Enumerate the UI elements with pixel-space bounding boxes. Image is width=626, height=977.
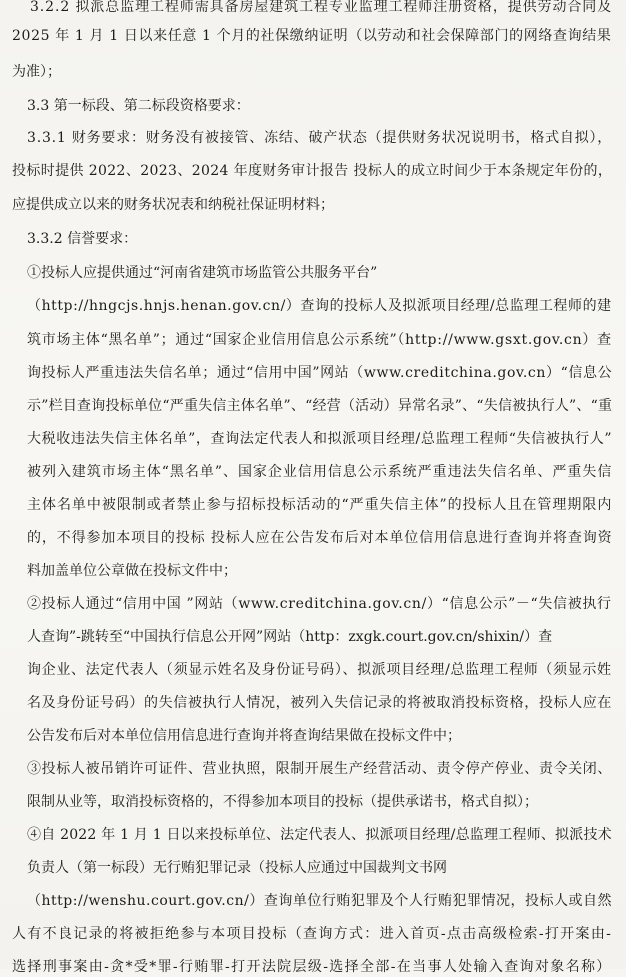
text-line: ④自 2022 年 1 月 1 日以来投标单位、法定代表人、拟派项目经理/总监理工程师、拟派技术 [27,827,612,843]
text-line: （http://hngcjs.hnjs.henan.gov.cn/）查询的投标人及拟派项目经理/总监理工程师的建 [27,298,612,314]
text-line: 的，不得参加本项目的投标 投标人应在公告发布后对本单位信用信息进行查询并将查询资 [27,530,613,546]
text-line: 限制从业等，取消投标资格的，不得参加本项目的投标（提供承诺书，格式自拟）； [27,794,538,810]
text-line: 负责人（第一标段）无行贿犯罪记录（投标人应通过中国裁判文书网 [27,860,447,876]
text-line: 3.2.2 拟派总监理工程师需具备房屋建筑工程专业监理工程师注册资格，提供劳动合同及 [30,0,613,15]
text-line: 选择刑事案由-贪*受*罪-行贿罪-打开法院层级-选择全部-在当事人处输入查询对象名称） [12,959,612,975]
text-line: 投标时提供 2022、2023、2024 年度财务审计报告 投标人的成立时间少于本条规定年份的， [12,163,613,179]
text-line: 应提供成立以来的财务状况表和纳税社保证明材料； [12,197,334,213]
text-line: ③投标人被吊销许可证件、营业执照，限制开展生产经营活动、责令停产停业、责令关闭、 [27,761,612,777]
text-line: 人查询”-跳转至“中国执行信息公开网”网站（http：zxgk.court.gov.cn/shixin/）查 [27,629,553,645]
text-line: 为准）； [12,64,61,80]
text-line: 主体名单中被限制或者禁止参与招标投标活动的“严重失信主体”的投标人且在管理期限内 [27,497,613,513]
text-line: 料加盖单位公章做在投标文件中； [27,563,237,579]
text-line: （http://wenshu.court.gov.cn/）查询单位行贿犯罪及个人行贿犯罪情况，投标人或自然 [27,893,613,909]
text-line: 示”栏目查询投标单位“严重失信主体名单”、“经营（活动）异常名录”、“失信被执行人”、“重 [27,398,613,414]
text-line: 2025 年 1 月 1 日以来任意 1 个月的社保缴纳证明（以劳动和社会保障部门的网络查询结果 [12,28,612,44]
text-line: ②投标人通过“信用中国 ”网站（www.creditchina.gov.cn/）“信息公示”－“失信被执行 [27,596,612,612]
text-line: 被列入建筑市场主体“黑名单”、国家企业信用信息公示系统严重违法失信名单、严重失信 [27,464,613,480]
text-line: 询投标人严重违法失信名单；通过“信用中国”网站（www.creditchina.gov.cn）“信息公 [27,365,613,381]
text-line: ①投标人应提供通过“河南省建筑市场监管公共服务平台” [27,265,378,281]
text-line: 公告发布后对本单位信用信息进行查询并将查询结果做在投标文件中； [27,728,461,744]
text-line: 3.3.2 信誉要求： [27,231,138,247]
text-line: 3.3.1 财务要求：财务没有被接管、冻结、破产状态（提供财务状况说明书，格式自拟）， [27,130,613,146]
text-line: 大税收违法失信主体名单”，查询法定代表人和拟派项目经理/总监理工程师“失信被执行人” [27,431,613,447]
text-line: 名及身份证号码）的失信被执行人情况，被列入失信记录的将被取消投标资格，投标人应在 [27,695,612,711]
text-line: 筑市场主体“黑名单”；通过“国家企业信用信息公示系统”（http://www.gsxt.gov.cn）查 [27,332,612,348]
text-line: 3.3 第一标段、第二标段资格要求： [27,98,250,114]
text-line: 询企业、法定代表人（须显示姓名及身份证号码）、拟派项目经理/总监理工程师（须显示姓 [27,662,612,678]
text-line: 人有不良记录的将被拒绝参与本项目投标（查询方式：进入首页-点击高级检索-打开案由- [12,926,613,942]
